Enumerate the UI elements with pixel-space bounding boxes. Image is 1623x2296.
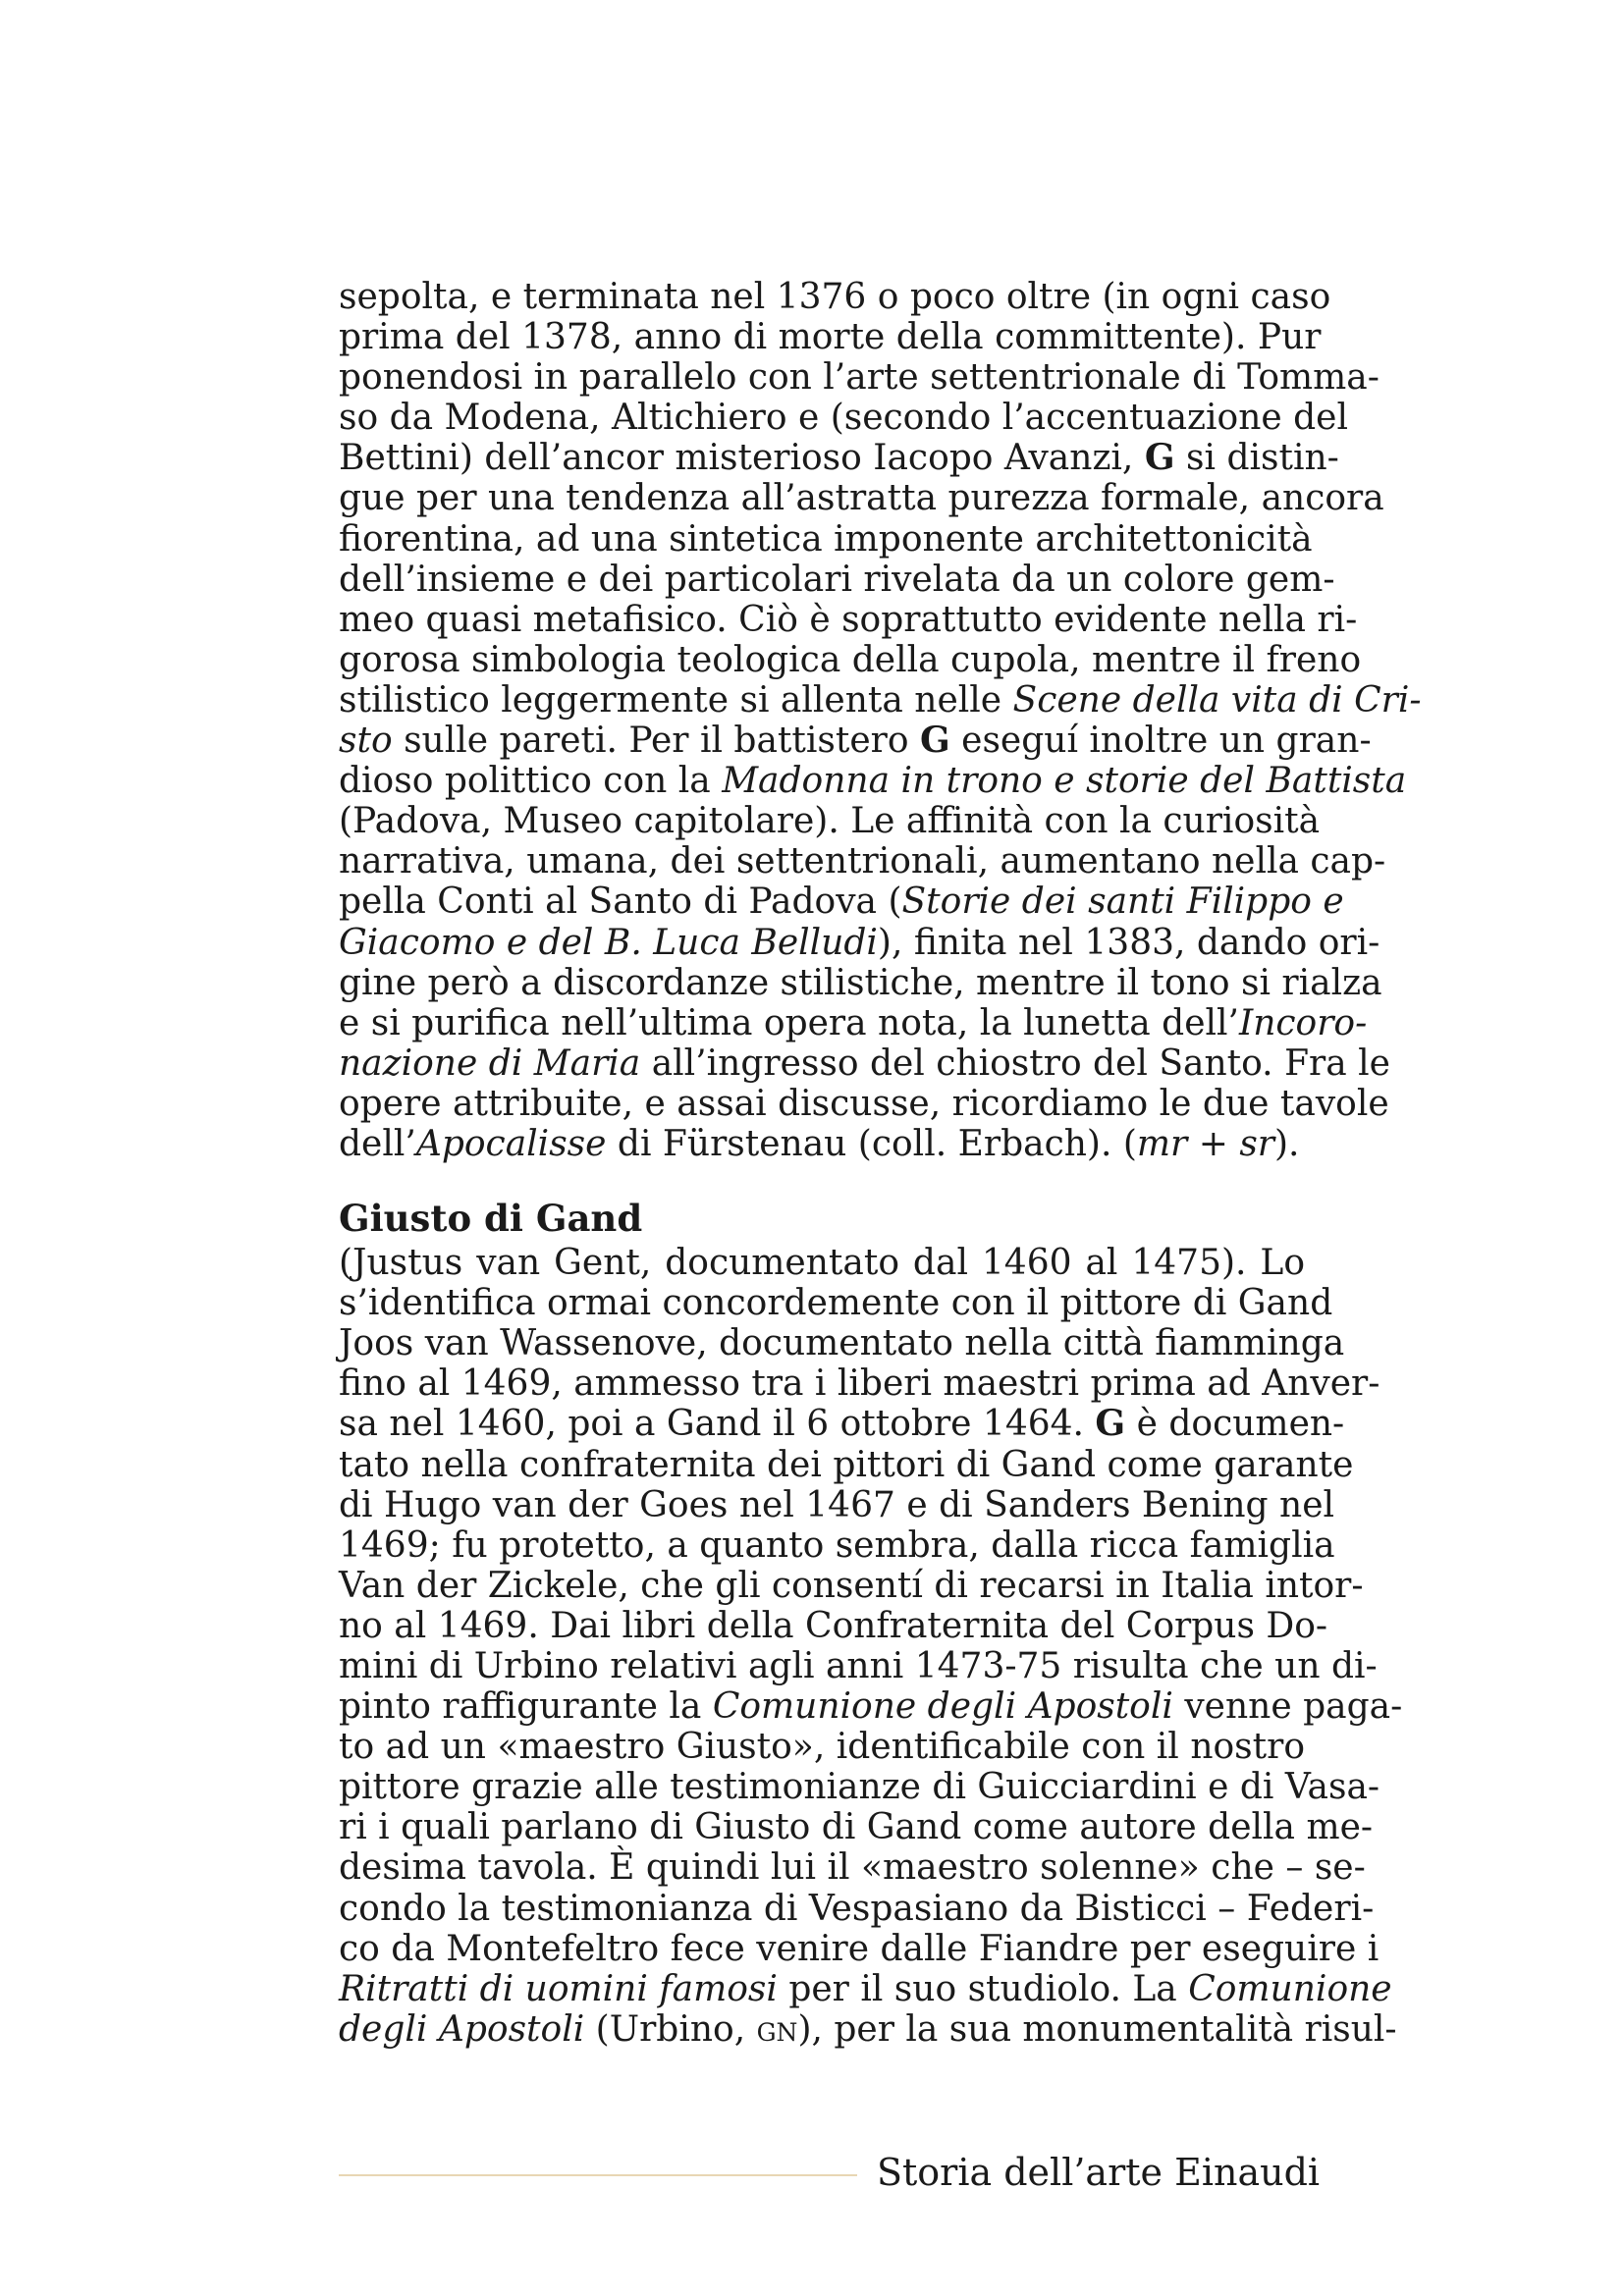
italic-title: Ritratti di uomini famosi [339,1968,778,2009]
italic-title: mr + sr [1136,1123,1275,1164]
italic-title: Comunione degli Apostoli [712,1686,1173,1728]
italic-title: Comunione [1188,1968,1392,2009]
paragraph-avanzi-section [339,277,1422,1164]
text-line: fino al 1469, ammesso tra i liberi maestri prima ad Anver- [339,1363,1380,1405]
text-line: mini di Urbino relativi agli anni 1473-75 risulta che un di- [339,1646,1378,1686]
text-line: Van der Zickele, che gli consentí di recarsi in Italia intor- [339,1565,1364,1606]
footer-title: Storia dell’arte Einaudi [877,2151,1321,2194]
italic-title: degli Apostoli [339,2008,585,2050]
text-line: gue per una tendenza all’astratta purezza formale, ancora [339,478,1384,519]
text-line: no al 1469. Dai libri della Confraternita del Corpus Do- [339,1605,1328,1646]
text-line: stilistico leggermente si allenta nelle Scene della vita di Cri- [339,679,1422,721]
text-line: narrativa, umana, dei settentrionali, aumentano nella cap- [339,841,1386,882]
text-line: ponendosi in parallelo con l’arte settentrionale di Tomma- [339,357,1380,399]
text-line: Giacomo e del B. Luca Belludi), finita nel 1383, dando ori- [339,922,1380,963]
text-line: dell’insieme e dei particolari rivelata da un colore gem- [339,559,1335,600]
text-column [339,277,1422,2050]
text-line: 1469; fu protetto, a quanto sembra, dalla ricca famiglia [339,1524,1335,1566]
text-line: pella Conti al Santo di Padova (Storie dei santi Filippo e [339,881,1344,923]
text-line: (Justus van Gent, documentato dal 1460 al 1475). Lo [339,1243,1305,1284]
text-line: di Hugo van der Goes nel 1467 e di Sanders Bening nel [339,1484,1335,1525]
text-line: ri i quali parlano di Giusto di Gand come autore della me- [339,1807,1374,1848]
text-line: Joos van Wassenove, documentato nella città fiamminga [339,1323,1345,1364]
text-line: so da Modena, Altichiero e (secondo l’accentuazione del [339,398,1349,439]
italic-title: Scene della vita di Cri- [1012,679,1422,721]
text-line: prima del 1378, anno di morte della committente). Pur [339,317,1322,358]
text-line: opere attribuite, e assai discusse, ricordiamo le due tavole [339,1083,1389,1124]
text-line: desima tavola. È quindi lui il «maestro solenne» che – se- [339,1847,1366,1889]
paragraph-giusto-di-gand [339,1243,1403,2050]
text-line: (Padova, Museo capitolare). Le affinità con la curiosità [339,801,1321,842]
bold-abbreviation: G [1095,1403,1126,1445]
text-line: condo la testimonianza di Vespasiano da Bisticci – Federi- [339,1888,1375,1929]
italic-title: Giacomo e del B. Luca Belludi [339,922,878,963]
italic-title: Madonna in trono e storie del Battista [722,761,1407,802]
text-line: e si purifica nell’ultima opera nota, la lunetta dell’Incoro- [339,1002,1368,1043]
text-line: gorosa simbologia teologica della cupola, mentre il freno [339,639,1362,680]
text-line: nazione di Maria all’ingresso del chiostro del Santo. Fra le [339,1042,1390,1084]
text-line: co da Montefeltro fece venire dalle Fiandre per eseguire i [339,1928,1380,1969]
text-line: dell’Apocalisse di Fürstenau (coll. Erbach). (mr + sr). [339,1123,1300,1164]
text-line: Ritratti di uomini famosi per il suo studiolo. La Comunione [339,1968,1392,2009]
bold-abbreviation: G [1144,437,1175,479]
text-line: gine però a discordanze stilistiche, mentre il tono si rialza [339,962,1382,1003]
italic-title: Incoro- [1238,1002,1368,1043]
text-line: degli Apostoli (Urbino, gn), per la sua monumentalità risul- [339,2008,1397,2050]
text-line: sepolta, e terminata nel 1376 o poco oltre (in ogni caso [339,277,1331,317]
bold-abbreviation: G [919,720,950,762]
italic-title: Apocalisse [415,1123,607,1164]
text-line: Bettini) dell’ancor misterioso Iacopo Avanzi, G si distin- [339,437,1339,479]
text-line: pittore grazie alle testimonianze di Guicciardini e di Vasa- [339,1767,1380,1808]
text-line: s’identifica ormai concordemente con il pittore di Gand [339,1283,1333,1324]
text-line: tato nella confraternita dei pittori di Gand come garante [339,1444,1354,1485]
small-caps-abbreviation: gn [756,2008,798,2050]
text-line: pinto raffigurante la Comunione degli Apostoli venne paga- [339,1686,1403,1728]
italic-title: sto [339,721,393,762]
italic-title: nazione di Maria [339,1042,641,1084]
text-line: sa nel 1460, poi a Gand il 6 ottobre 1464. G è documen- [339,1403,1345,1445]
italic-title: Storie dei santi Filippo e [901,881,1344,923]
text-line: fiorentina, ad una sintetica imponente architettonicità [339,518,1313,560]
entry-heading: Giusto di Gand [339,1197,643,1241]
text-line: to ad un «maestro Giusto», identificabile con il nostro [339,1727,1305,1768]
text-line: dioso polittico con la Madonna in trono e storie del Battista [339,761,1407,802]
text-line: sto sulle pareti. Per il battistero G eseguí inoltre un gran- [339,720,1372,762]
text-line: meo quasi metafisico. Ciò è soprattutto evidente nella ri- [339,599,1358,640]
footer-rule [339,2174,857,2176]
